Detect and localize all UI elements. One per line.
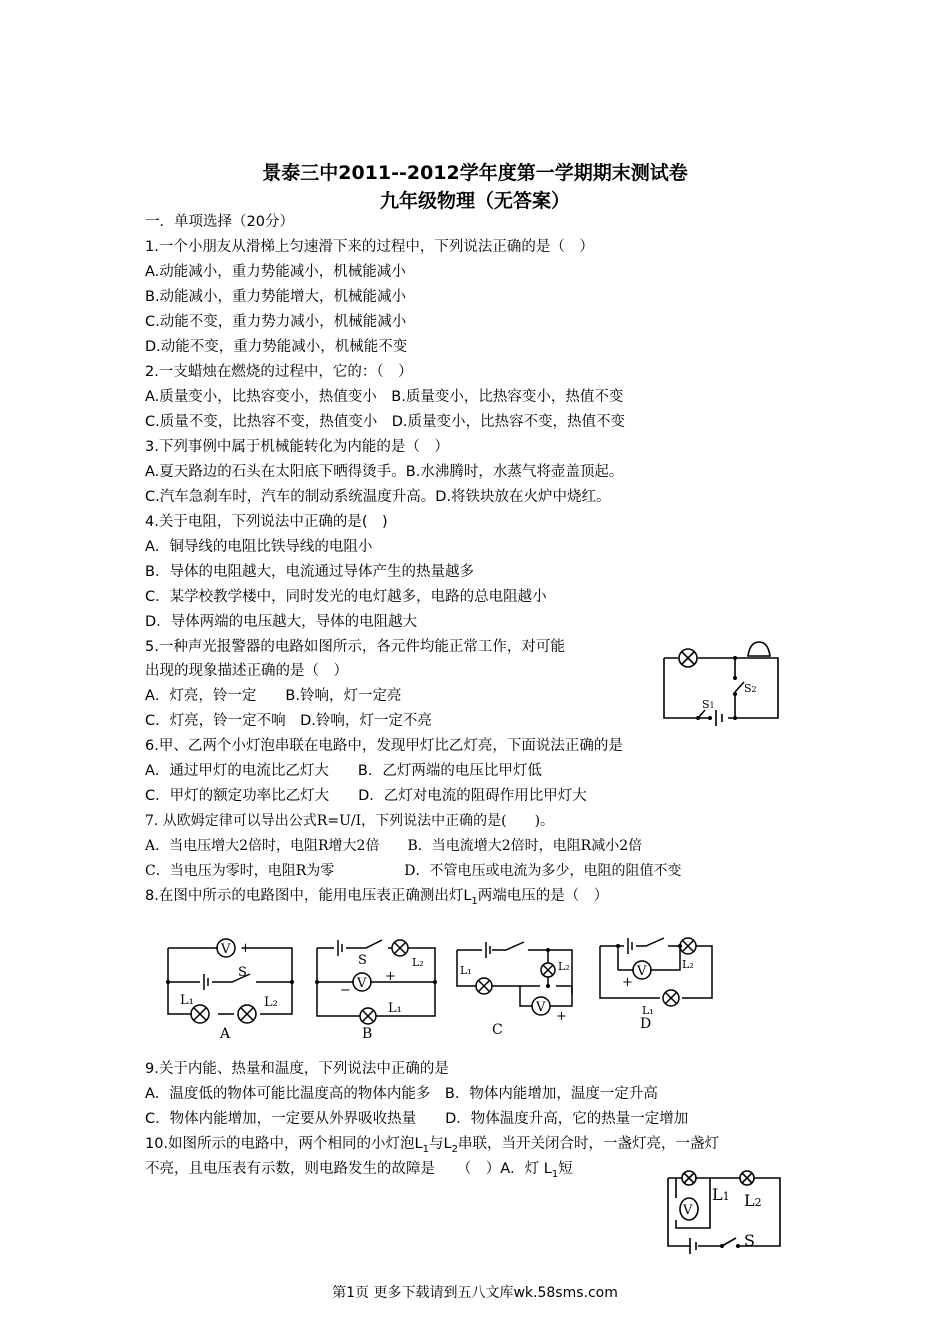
question-10-cont: 不亮，且电压表有示数，则电路发生的故障是 （ ）A．灯 $L_1$短 — [145, 1161, 573, 1180]
fig8d-minus: − — [654, 963, 665, 978]
fig8a-voltmeter: V — [221, 942, 231, 957]
q1-option-a: A.动能减小，重力势能减小，机械能减小 — [145, 264, 406, 280]
q4-option-a: A．铜导线的电阻比铁导线的电阻小 — [145, 539, 373, 555]
section-heading: 一．单项选择（20分） — [145, 214, 294, 230]
fig10-l2: L2 — [744, 1191, 762, 1210]
fig8b-switch: S — [358, 953, 367, 968]
q1-option-b: B.动能减小，重力势能增大，机械能减小 — [145, 289, 407, 305]
fig5-s2-label: S2 — [744, 682, 757, 695]
fig8-label-b: B — [362, 1026, 373, 1042]
q9-options-cd: C．物体内能增加，一定要从外界吸收热量 D．物体温度升高，它的热量一定增加 — [145, 1111, 689, 1127]
q2-options-cd: C.质量不变，比热容不变，热值变小 D.质量变小，比热容不变，热值不变 — [145, 414, 626, 430]
figure-5-circuit — [660, 638, 785, 728]
fig8a-minus: − — [200, 941, 211, 956]
fig8b-voltmeter: V — [357, 976, 367, 991]
fig8b-plus: + — [385, 969, 396, 984]
fig8d-l1: L₁ — [642, 1004, 654, 1017]
question-1: 1.一个小朋友从滑梯上匀速滑下来的过程中，下列说法正确的是（ ） — [145, 239, 594, 255]
fig8d-voltmeter: V — [637, 964, 647, 979]
fig8b-l1: L₁ — [388, 1001, 402, 1016]
fig8d-l2: L₂ — [682, 958, 694, 971]
q6-options-ab: A．通过甲灯的电流比乙灯大 B．乙灯两端的电压比甲灯低 — [145, 763, 542, 779]
question-5-cont: 出现的现象描述正确的是（ ） — [145, 663, 348, 679]
figure-10-circuit — [662, 1168, 787, 1258]
fig8b-minus: − — [340, 983, 351, 998]
question-4: 4.关于电阻，下列说法中正确的是( ) — [145, 514, 388, 530]
q3-options-ab: A.夏天路边的石头在太阳底下晒得烫手。B.水沸腾时，水蒸气将壶盖顶起。 — [145, 464, 624, 480]
fig8a-plus: + — [240, 941, 251, 956]
fig8c-l2: L₂ — [558, 960, 570, 973]
q4-option-d: D．导体两端的电压越大，导体的电阻越大 — [145, 614, 418, 630]
question-5: 5.一种声光报警器的电路如图所示，各元件均能正常工作，对可能 — [145, 639, 565, 655]
q1-option-d: D.动能不变，重力势能减小，机械能不变 — [145, 339, 408, 355]
fig8d-plus: + — [622, 975, 633, 990]
q5-options-ab: A．灯亮，铃一定 B.铃响，灯一定亮 — [145, 688, 402, 704]
question-10: 10.如图所示的电路中，两个相同的小灯泡$L_1$与$L_2$串联，当开关闭合时，一盏灯亮，一盏灯 — [145, 1136, 719, 1155]
question-9: 9.关于内能、热量和温度，下列说法中正确的是 — [145, 1061, 449, 1077]
fig5-s1-label: S1 — [702, 698, 715, 711]
fig8b-l2: L₂ — [412, 956, 424, 969]
fig8-label-d: D — [640, 1016, 652, 1032]
page-title: 景泰三中2011--2012学年度第一学期期末测试卷 — [262, 162, 688, 184]
fig8a-l1: L₁ — [180, 993, 194, 1008]
fig8c-l1: L₁ — [460, 964, 472, 977]
fig8-label-c: C — [492, 1022, 503, 1038]
q2-options-ab: A.质量变小，比热容变小，热值变小 B.质量变小，比热容变小，热值不变 — [145, 389, 624, 405]
q6-options-cd: C．甲灯的额定功率比乙灯大 D．乙灯对电流的阻碍作用比甲灯大 — [145, 788, 587, 804]
page-subtitle: 九年级物理（无答案） — [379, 190, 570, 212]
q9-options-ab: A．温度低的物体可能比温度高的物体内能多 B．物体内能增加，温度一定升高 — [145, 1086, 658, 1102]
fig8-label-a: A — [220, 1026, 231, 1042]
fig8a-l2: L₂ — [264, 995, 278, 1010]
q7-options-ab: A．当电压增大2倍时，电阻R增大2倍 B．当电流增大2倍时，电阻R减小2倍 — [145, 838, 643, 854]
page-footer: 第1页 更多下载请到五八文库wk.58sms.com — [332, 1285, 618, 1301]
q5-options-cd: C．灯亮，铃一定不响 D.铃响，灯一定不亮 — [145, 713, 432, 729]
question-8: 8.在图中所示的电路图中，能用电压表正确测出灯$L_1$两端电压的是（ ） — [145, 888, 609, 907]
q4-option-c: C．某学校教学楼中，同时发光的电灯越多，电路的总电阻越小 — [145, 589, 547, 605]
fig10-switch: S — [744, 1231, 755, 1250]
q1-option-c: C.动能不变，重力势力减小，机械能减小 — [145, 314, 407, 330]
fig10-l1: L1 — [712, 1185, 730, 1204]
fig8c-voltmeter: V — [536, 1000, 546, 1015]
question-3: 3.下列事例中属于机械能转化为内能的是（ ） — [145, 439, 449, 455]
q7-options-cd: C．当电压为零时，电阻R为零 D．不管电压或电流为多少，电阻的阻值不变 — [145, 863, 682, 879]
question-6: 6.甲、乙两个小灯泡串联在电路中，发现甲灯比乙灯亮，下面说法正确的是 — [145, 738, 623, 754]
question-7: 7. 从欧姆定律可以导出公式R=U/I，下列说法中正确的是( )。 — [145, 813, 555, 829]
fig8a-switch: S — [238, 965, 247, 980]
q4-option-b: B．导体的电阻越大，电流通过导体产生的热量越多 — [145, 564, 474, 580]
fig10-voltmeter: V — [683, 1203, 693, 1218]
question-2: 2.一支蜡烛在燃烧的过程中，它的：（ ） — [145, 364, 413, 380]
q3-options-cd: C.汽车急刹车时，汽车的制动系统温度升高。D.将铁块放在火炉中烧红。 — [145, 489, 611, 505]
figure-8-circuits — [160, 928, 730, 1043]
fig8c-plus: + — [556, 1009, 567, 1024]
